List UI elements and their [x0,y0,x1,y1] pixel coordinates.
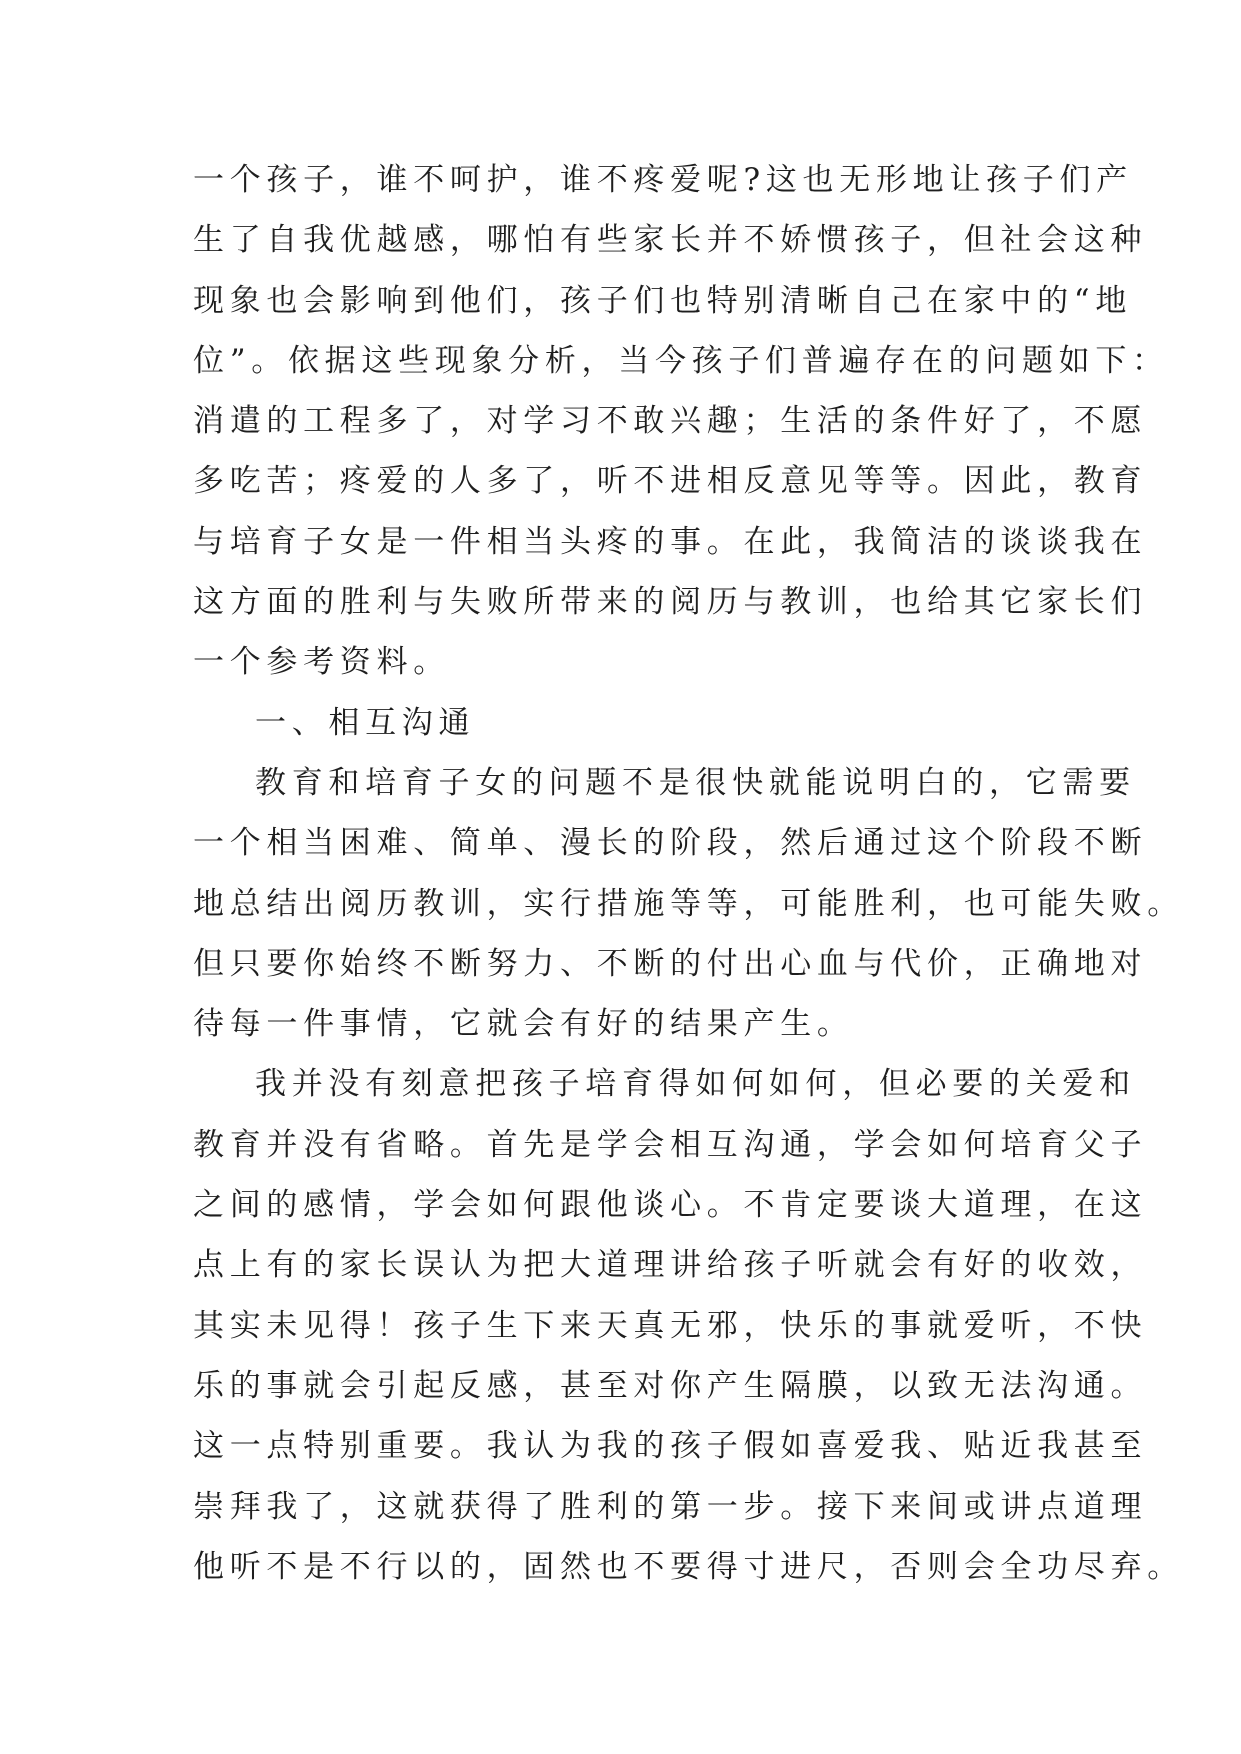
text-line: 教育和培育子女的问题不是很快就能说明白的，它需要 [255,764,1136,801]
text-line: 这方面的胜利与失败所带来的阅历与教训，也给其它家长们 [193,584,1148,621]
text-line: 现象也会影响到他们，孩子们也特别清晰自己在家中的“地 [193,282,1133,319]
text-line: 其实未见得！孩子生下来天真无邪，快乐的事就爱听，不快 [193,1307,1148,1344]
text-line: 我并没有刻意把孩子培育得如何如何，但必要的关爱和 [255,1066,1136,1103]
text-line: 多吃苦；疼爱的人多了，听不进相反意见等等。因此，教育 [193,463,1148,500]
text-line: 教育并没有省略。首先是学会相互沟通，学会如何培育父子 [193,1126,1148,1163]
text-line: 点上有的家长误认为把大道理讲给孩子听就会有好的收效， [193,1247,1148,1284]
text-line: 乐的事就会引起反感，甚至对你产生隔膜，以致无法沟通。 [193,1367,1148,1404]
text-line: 与培育子女是一件相当头疼的事。在此，我简洁的谈谈我在 [193,523,1148,560]
text-line: 一、相互沟通 [255,704,476,741]
text-line: 位”。依据这些现象分析，当今孩子们普遍存在的问题如下： [193,342,1169,379]
text-line: 他听不是不行以的，固然也不要得寸进尺，否则会全功尽弃。 [193,1548,1184,1585]
text-line: 但只要你始终不断努力、不断的付出心血与代价，正确地对 [193,945,1148,982]
text-line: 这一点特别重要。我认为我的孩子假如喜爱我、贴近我甚至 [193,1428,1148,1465]
text-line: 生了自我优越感，哪怕有些家长并不娇惯孩子，但社会这种 [193,222,1148,259]
text-line: 消遣的工程多了，对学习不敢兴趣；生活的条件好了，不愿 [193,403,1148,440]
text-line: 一个相当困难、简单、漫长的阶段，然后通过这个阶段不断 [193,825,1148,862]
text-line: 待每一件事情，它就会有好的结果产生。 [193,1006,854,1043]
body-text [193,150,1184,1597]
text-line: 之间的感情，学会如何跟他谈心。不肯定要谈大道理，在这 [193,1187,1148,1224]
text-line: 崇拜我了，这就获得了胜利的第一步。接下来间或讲点道理 [193,1488,1148,1525]
text-line: 一个孩子，谁不呵护，谁不疼爱呢?这也无形地让孩子们产 [193,162,1133,198]
text-line: 一个参考资料。 [193,644,450,681]
text-line: 地总结出阅历教训，实行措施等等，可能胜利，也可能失败。 [193,885,1184,922]
